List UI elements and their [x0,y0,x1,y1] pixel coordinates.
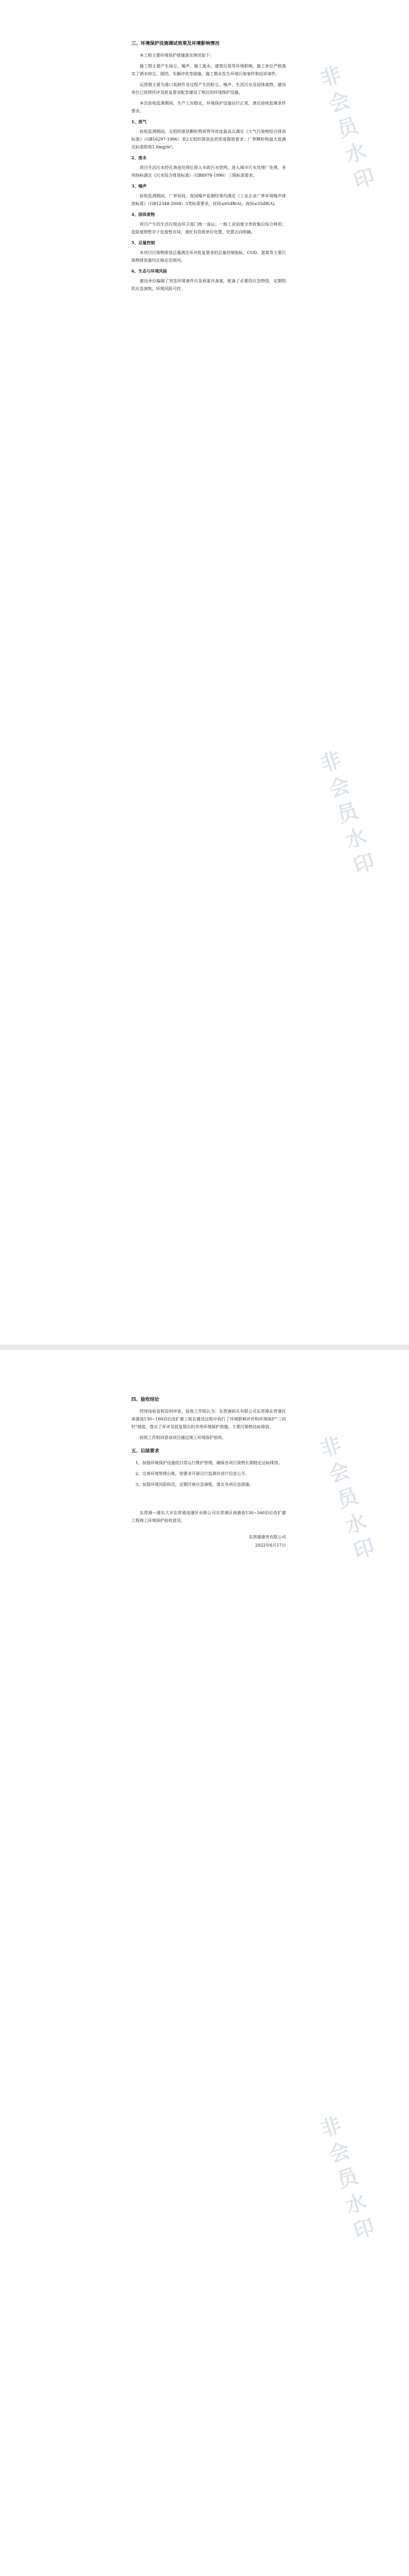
subheading: 3、噪声 [131,183,147,189]
subheading: 4、固体废物 [131,212,155,217]
paragraph: 运营期主要为港口装卸作业过程产生的粉尘、噪声、生活污水及固体废物，建设单位已按照环评及批复要求配套建设了相应的环境保护设施。 [131,82,286,95]
section-heading: 五、后续要求 [131,1449,160,1454]
paragraph: 本次验收监测期间，生产工况稳定，环境保护设施运行正常，满足验收监测条件要求。 [131,101,286,113]
paragraph: 建设单位编制了突发环境事件应急预案并备案，配备了必要的应急物资，定期组织应急演练，环境风险可控。 [131,279,286,291]
list-item: 1、加强环境保护设施的日常运行维护管理，确保各项污染物长期稳定达标排放。 [135,1461,283,1465]
paragraph: 项目产生的生活垃圾由环卫部门统一清运；一般工业固废分类收集后综合利用；危险废物暂存于危废暂存间，委托有资质单位处置，处置去向明确。 [131,222,286,234]
subheading: 1、废气 [131,119,147,124]
watermark: 非会员水印 [317,748,378,879]
list-item: 2、完善环境管理台账，按要求开展自行监测并进行信息公开。 [135,1471,250,1476]
paragraph: 东营港—港东大市东营港池港区有限公司东营港区南港池130~160泊位改扩建工程竣工环境保护验收意见。 [131,1511,286,1523]
paragraph: 项目生活污水经化粪池处理后排入市政污水管网，进入城市污水处理厂处理，各项指标满足《污水综合排放标准》（GB8978-1996）三级标准要求。 [131,165,286,178]
section-heading: 三、环境保护设施调试效果及环境影响情况 [131,41,220,46]
page-2-content [131,1396,286,1549]
paragraph: 本工程主要环境保护措施落实情况如下： [140,53,214,58]
paragraph: 经现场检查和资料审查，验收工作组认为：东营港码头有限公司东营港东营港区南港池130~160泊位改扩建工程在建设过程中执行了环境影响评价和环境保护"三同时"制度，落实了环评及批复提出的各项环境保护措施，主要污染物达标排放。 [131,1409,286,1429]
page-1-content [131,40,286,296]
company-signature: 东营港港务有限公司 [249,1535,286,1539]
paragraph: 验收监测期间，无组织排放颗粒物周界外浓度最高点满足《大气污染物综合排放标准》（GB16297-1996）表2无组织排放监控浓度限值要求；厂界颗粒物最大值满足标准限值1.0mg/m³。 [131,129,286,149]
watermark: 非会员水印 [317,2113,378,2244]
document-page-2 [0,1350,409,2576]
section-heading: 四、验收结论 [131,1397,160,1402]
signature-date: 2022年6月17日 [255,1543,286,1548]
paragraph: 验收工作组同意该项目通过竣工环境保护验收。 [140,1435,226,1440]
subheading: 5、总量控制 [131,240,155,245]
paragraph: 验收监测期间，厂界昼间、夜间噪声监测结果均满足《工业企业厂界环境噪声排放标准》（GB12348-2008）3类标准要求，昼间≤65dB(A)，夜间≤55dB(A)。 [131,194,286,206]
watermark: 非会员水印 [317,1433,378,1564]
subheading: 2、废水 [131,155,147,160]
paragraph: 施工期主要产生扬尘、噪声、施工废水、建筑垃圾等环境影响，施工单位严格落实了洒水抑尘、围挡、车辆冲洗等措施，施工期未发生环境污染事件和投诉事件。 [131,64,286,76]
list-item: 3、加强环境风险防范，定期开展应急演练，落实各项应急措施。 [135,1482,254,1487]
paragraph: 本项目污染物排放总量满足环评批复要求的总量控制指标，COD、氨氮等主要污染物排放量均在核定范围内。 [131,250,286,263]
subheading: 6、生态与环境风险 [131,268,167,274]
page-divider [0,1345,409,1350]
watermark: 非会员水印 [317,62,378,194]
